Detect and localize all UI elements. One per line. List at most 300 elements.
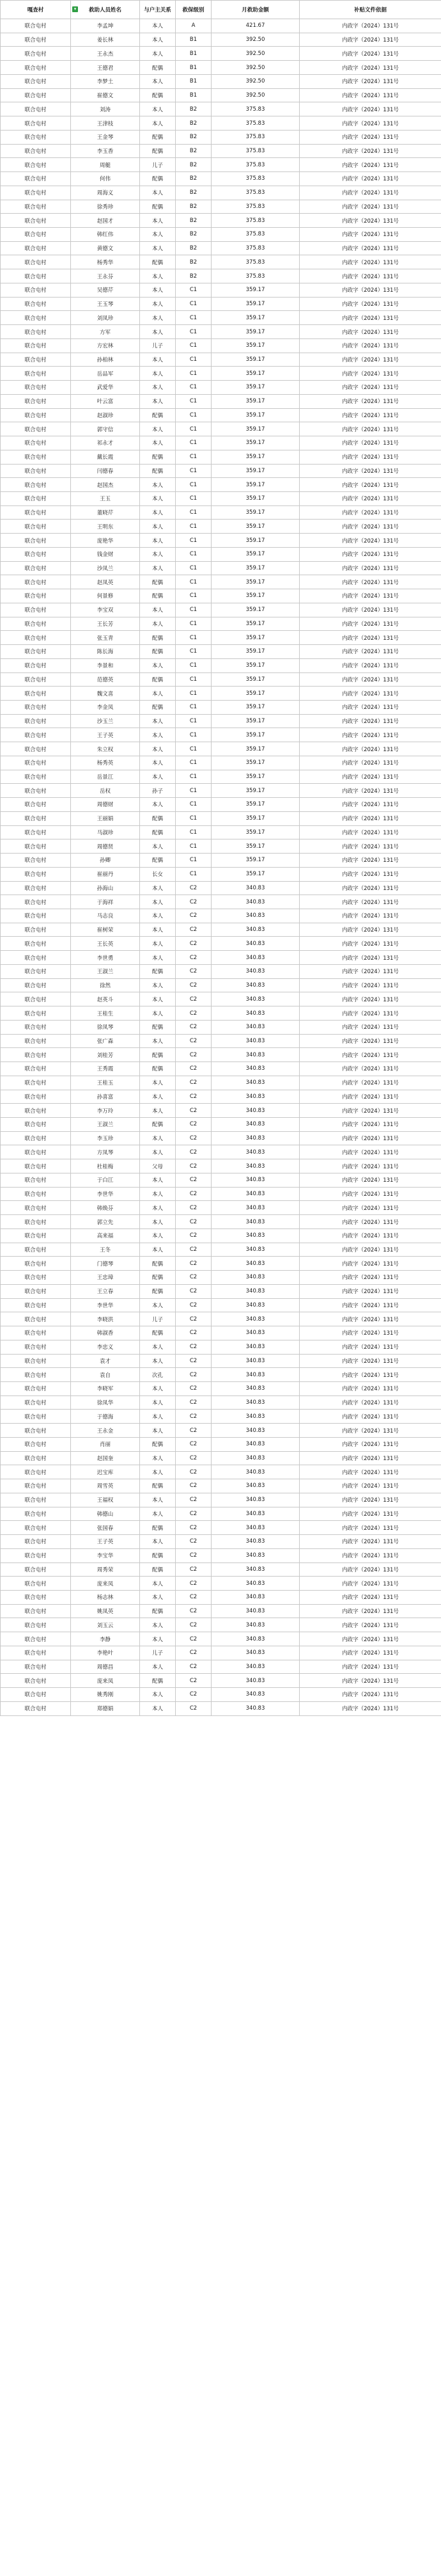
amount-cell[interactable]: 340.83 [212,1284,300,1298]
person-cell[interactable]: 叶云富 [71,394,140,408]
amount-cell[interactable]: 359.17 [212,547,300,561]
amount-cell[interactable]: 340.83 [212,978,300,992]
doc-cell[interactable]: 内政字（2024）131号 [300,1034,441,1048]
village-cell[interactable]: 联合屯村 [1,325,71,339]
village-cell[interactable]: 联合屯村 [1,1562,71,1577]
level-cell[interactable]: C1 [176,338,212,353]
level-cell[interactable]: B1 [176,47,212,61]
village-cell[interactable]: 联合屯村 [1,241,71,255]
person-cell[interactable]: 魏文喜 [71,687,140,701]
doc-cell[interactable]: 内政字（2024）131号 [300,1424,441,1438]
relation-cell[interactable]: 配偶 [140,1118,176,1132]
person-cell[interactable]: 李梦土 [71,74,140,88]
doc-cell[interactable]: 内政字（2024）131号 [300,1340,441,1354]
amount-cell[interactable]: 375.83 [212,186,300,200]
level-cell[interactable]: C2 [176,1006,212,1021]
amount-cell[interactable]: 340.83 [212,1618,300,1632]
relation-cell[interactable]: 本人 [140,728,176,742]
relation-cell[interactable]: 本人 [140,325,176,339]
doc-cell[interactable]: 内政字（2024）131号 [300,436,441,450]
village-cell[interactable]: 联合屯村 [1,923,71,937]
level-cell[interactable]: C1 [176,784,212,798]
village-cell[interactable]: 联合屯村 [1,1090,71,1104]
relation-cell[interactable]: 本人 [140,353,176,367]
level-cell[interactable]: C1 [176,700,212,714]
village-cell[interactable]: 联合屯村 [1,1632,71,1646]
doc-cell[interactable]: 内政字（2024）131号 [300,1604,441,1618]
person-cell[interactable]: 马淑珍 [71,825,140,839]
person-cell[interactable]: 肖丽 [71,1437,140,1451]
amount-cell[interactable]: 340.83 [212,1257,300,1271]
doc-cell[interactable]: 内政字（2024）131号 [300,909,441,923]
person-cell[interactable]: 王津枝 [71,116,140,131]
person-cell[interactable]: 周德昌 [71,1660,140,1674]
village-cell[interactable]: 联合屯村 [1,909,71,923]
village-cell[interactable]: 联合屯村 [1,1354,71,1368]
doc-cell[interactable]: 内政字（2024）131号 [300,381,441,395]
village-cell[interactable]: 联合屯村 [1,1187,71,1201]
doc-cell[interactable]: 内政字（2024）131号 [300,1173,441,1187]
village-cell[interactable]: 联合屯村 [1,1507,71,1521]
village-cell[interactable]: 联合屯村 [1,658,71,672]
doc-cell[interactable]: 内政字（2024）131号 [300,784,441,798]
level-cell[interactable]: C1 [176,770,212,784]
level-cell[interactable]: C1 [176,658,212,672]
person-cell[interactable]: 崔丽丹 [71,867,140,881]
doc-cell[interactable]: 内政字（2024）131号 [300,102,441,116]
doc-cell[interactable]: 内政字（2024）131号 [300,1395,441,1410]
doc-cell[interactable]: 内政字（2024）131号 [300,923,441,937]
doc-cell[interactable]: 内政字（2024）131号 [300,1590,441,1604]
level-cell[interactable]: C1 [176,464,212,478]
level-cell[interactable]: C1 [176,478,212,492]
amount-cell[interactable]: 340.83 [212,1437,300,1451]
amount-cell[interactable]: 340.83 [212,1271,300,1285]
amount-cell[interactable]: 340.83 [212,1159,300,1173]
doc-cell[interactable]: 内政字（2024）131号 [300,937,441,951]
doc-cell[interactable]: 内政字（2024）131号 [300,1577,441,1591]
relation-cell[interactable]: 本人 [140,186,176,200]
person-cell[interactable]: 王永金 [71,1424,140,1438]
level-cell[interactable]: C1 [176,534,212,548]
level-cell[interactable]: C1 [176,422,212,436]
village-cell[interactable]: 联合屯村 [1,214,71,228]
relation-cell[interactable]: 本人 [140,74,176,88]
relation-cell[interactable]: 本人 [140,1034,176,1048]
doc-cell[interactable]: 内政字（2024）131号 [300,214,441,228]
relation-cell[interactable]: 本人 [140,658,176,672]
amount-cell[interactable]: 340.83 [212,1660,300,1674]
amount-cell[interactable]: 340.83 [212,1381,300,1395]
amount-cell[interactable]: 340.83 [212,1215,300,1229]
relation-cell[interactable]: 配偶 [140,1284,176,1298]
village-cell[interactable]: 联合屯村 [1,520,71,534]
amount-cell[interactable]: 340.83 [212,1118,300,1132]
person-cell[interactable]: 刘桂芳 [71,1048,140,1062]
doc-cell[interactable]: 内政字（2024）131号 [300,478,441,492]
amount-cell[interactable]: 359.17 [212,854,300,868]
person-cell[interactable]: 李世勇 [71,951,140,965]
relation-cell[interactable]: 本人 [140,33,176,47]
person-cell[interactable]: 孙喜富 [71,1090,140,1104]
person-cell[interactable]: 周艇 [71,158,140,172]
amount-cell[interactable]: 340.83 [212,1034,300,1048]
level-cell[interactable]: B2 [176,158,212,172]
person-cell[interactable]: 赵国奎 [71,1451,140,1465]
doc-cell[interactable]: 内政字（2024）131号 [300,895,441,909]
level-cell[interactable]: B2 [176,228,212,242]
relation-cell[interactable]: 配偶 [140,130,176,144]
village-cell[interactable]: 联合屯村 [1,951,71,965]
village-cell[interactable]: 联合屯村 [1,394,71,408]
relation-cell[interactable]: 本人 [140,1688,176,1702]
level-cell[interactable]: B2 [176,172,212,186]
level-cell[interactable]: C1 [176,575,212,589]
village-cell[interactable]: 联合屯村 [1,1312,71,1326]
person-cell[interactable]: 韩德山 [71,1507,140,1521]
level-cell[interactable]: C1 [176,394,212,408]
amount-cell[interactable]: 359.17 [212,367,300,381]
person-cell[interactable]: 王淑兰 [71,964,140,978]
relation-cell[interactable]: 本人 [140,1660,176,1674]
level-cell[interactable]: C2 [176,1437,212,1451]
doc-cell[interactable]: 内政字（2024）131号 [300,798,441,812]
village-cell[interactable]: 联合屯村 [1,1451,71,1465]
amount-cell[interactable]: 359.17 [212,464,300,478]
person-cell[interactable]: 姚凤英 [71,1604,140,1618]
village-cell[interactable]: 联合屯村 [1,1131,71,1145]
village-cell[interactable]: 联合屯村 [1,547,71,561]
doc-cell[interactable]: 内政字（2024）131号 [300,1006,441,1021]
doc-cell[interactable]: 内政字（2024）131号 [300,422,441,436]
village-cell[interactable]: 联合屯村 [1,1646,71,1660]
village-cell[interactable]: 联合屯村 [1,854,71,868]
village-cell[interactable]: 联合屯村 [1,978,71,992]
village-cell[interactable]: 联合屯村 [1,937,71,951]
amount-cell[interactable]: 359.17 [212,575,300,589]
doc-cell[interactable]: 内政字（2024）131号 [300,1118,441,1132]
level-cell[interactable]: B2 [176,186,212,200]
doc-cell[interactable]: 内政字（2024）131号 [300,1410,441,1424]
doc-cell[interactable]: 内政字（2024）131号 [300,881,441,895]
village-cell[interactable]: 联合屯村 [1,770,71,784]
relation-cell[interactable]: 本人 [140,895,176,909]
relation-cell[interactable]: 本人 [140,1381,176,1395]
relation-cell[interactable]: 本人 [140,978,176,992]
doc-cell[interactable]: 内政字（2024）131号 [300,116,441,131]
doc-cell[interactable]: 内政字（2024）131号 [300,130,441,144]
relation-cell[interactable]: 配偶 [140,1674,176,1688]
person-cell[interactable]: 张玉青 [71,631,140,645]
doc-cell[interactable]: 内政字（2024）131号 [300,228,441,242]
person-cell[interactable]: 周雪英 [71,1479,140,1493]
amount-cell[interactable]: 392.50 [212,33,300,47]
relation-cell[interactable]: 配偶 [140,645,176,659]
level-cell[interactable]: C1 [176,756,212,770]
village-cell[interactable]: 联合屯村 [1,269,71,283]
doc-cell[interactable]: 内政字（2024）131号 [300,186,441,200]
filter-dropdown-icon[interactable]: ▾ [72,6,78,12]
amount-cell[interactable]: 392.50 [212,47,300,61]
amount-cell[interactable]: 340.83 [212,1646,300,1660]
amount-cell[interactable]: 340.83 [212,1395,300,1410]
village-cell[interactable]: 联合屯村 [1,1674,71,1688]
level-cell[interactable]: C2 [176,1688,212,1702]
person-cell[interactable]: 杜桂梅 [71,1159,140,1173]
doc-cell[interactable]: 内政字（2024）131号 [300,297,441,311]
level-cell[interactable]: C2 [176,1646,212,1660]
relation-cell[interactable]: 本人 [140,1145,176,1159]
amount-cell[interactable]: 340.83 [212,1493,300,1507]
person-cell[interactable]: 王秀霞 [71,1062,140,1076]
person-cell[interactable]: 崔德文 [71,88,140,102]
level-cell[interactable]: C2 [176,1257,212,1271]
doc-cell[interactable]: 内政字（2024）131号 [300,811,441,825]
amount-cell[interactable]: 340.83 [212,951,300,965]
amount-cell[interactable]: 340.83 [212,1326,300,1340]
person-cell[interactable]: 韩红伟 [71,228,140,242]
person-cell[interactable]: 周德财 [71,798,140,812]
amount-cell[interactable]: 359.17 [212,784,300,798]
person-cell[interactable]: 刘凤珍 [71,311,140,325]
amount-cell[interactable]: 359.17 [212,798,300,812]
amount-cell[interactable]: 340.83 [212,1577,300,1591]
level-cell[interactable]: C2 [176,1076,212,1090]
village-cell[interactable]: 联合屯村 [1,1368,71,1382]
amount-cell[interactable]: 340.83 [212,964,300,978]
amount-cell[interactable]: 359.17 [212,311,300,325]
person-cell[interactable]: 孙卿 [71,854,140,868]
village-cell[interactable]: 联合屯村 [1,1395,71,1410]
doc-cell[interactable]: 内政字（2024）131号 [300,964,441,978]
level-cell[interactable]: C2 [176,1395,212,1410]
level-cell[interactable]: C1 [176,325,212,339]
doc-cell[interactable]: 内政字（2024）131号 [300,1187,441,1201]
village-cell[interactable]: 联合屯村 [1,742,71,756]
amount-cell[interactable]: 359.17 [212,839,300,854]
person-cell[interactable]: 李孟坤 [71,19,140,33]
village-cell[interactable]: 联合屯村 [1,992,71,1006]
relation-cell[interactable]: 配偶 [140,825,176,839]
village-cell[interactable]: 联合屯村 [1,1535,71,1549]
person-cell[interactable]: 郭立先 [71,1215,140,1229]
relation-cell[interactable]: 本人 [140,881,176,895]
village-cell[interactable]: 联合屯村 [1,534,71,548]
level-cell[interactable]: C2 [176,895,212,909]
relation-cell[interactable]: 本人 [140,1173,176,1187]
relation-cell[interactable]: 本人 [140,228,176,242]
doc-cell[interactable]: 内政字（2024）131号 [300,561,441,575]
level-cell[interactable]: A [176,19,212,33]
person-cell[interactable]: 董晓芹 [71,505,140,520]
doc-cell[interactable]: 内政字（2024）131号 [300,1646,441,1660]
doc-cell[interactable]: 内政字（2024）131号 [300,408,441,422]
person-cell[interactable]: 王淑兰 [71,1118,140,1132]
village-cell[interactable]: 联合屯村 [1,33,71,47]
amount-cell[interactable]: 375.83 [212,200,300,214]
level-cell[interactable]: B2 [176,200,212,214]
village-cell[interactable]: 联合屯村 [1,1243,71,1257]
level-cell[interactable]: C2 [176,1618,212,1632]
doc-cell[interactable]: 内政字（2024）131号 [300,1228,441,1243]
village-cell[interactable]: 联合屯村 [1,575,71,589]
doc-cell[interactable]: 内政字（2024）131号 [300,1701,441,1715]
village-cell[interactable]: 联合屯村 [1,1215,71,1229]
relation-cell[interactable]: 本人 [140,47,176,61]
relation-cell[interactable]: 配偶 [140,811,176,825]
amount-cell[interactable]: 340.83 [212,1632,300,1646]
village-cell[interactable]: 联合屯村 [1,464,71,478]
person-cell[interactable]: 李玉珍 [71,1131,140,1145]
relation-cell[interactable]: 儿子 [140,1312,176,1326]
level-cell[interactable]: C2 [176,951,212,965]
village-cell[interactable]: 联合屯村 [1,1688,71,1702]
doc-cell[interactable]: 内政字（2024）131号 [300,255,441,269]
doc-cell[interactable]: 内政字（2024）131号 [300,728,441,742]
person-cell[interactable]: 武爱华 [71,381,140,395]
relation-cell[interactable]: 本人 [140,756,176,770]
level-cell[interactable]: C2 [176,1118,212,1132]
village-cell[interactable]: 联合屯村 [1,186,71,200]
level-cell[interactable]: C2 [176,1340,212,1354]
doc-cell[interactable]: 内政字（2024）131号 [300,700,441,714]
level-cell[interactable]: B2 [176,116,212,131]
relation-cell[interactable]: 本人 [140,520,176,534]
village-cell[interactable]: 联合屯村 [1,1173,71,1187]
person-cell[interactable]: 王子英 [71,728,140,742]
doc-cell[interactable]: 内政字（2024）131号 [300,1354,441,1368]
amount-cell[interactable]: 392.50 [212,61,300,75]
relation-cell[interactable]: 本人 [140,491,176,505]
amount-cell[interactable]: 340.83 [212,895,300,909]
amount-cell[interactable]: 340.83 [212,1354,300,1368]
level-cell[interactable]: C1 [176,297,212,311]
level-cell[interactable]: C2 [176,1104,212,1118]
level-cell[interactable]: C2 [176,1660,212,1674]
relation-cell[interactable]: 本人 [140,283,176,297]
doc-cell[interactable]: 内政字（2024）131号 [300,1020,441,1034]
relation-cell[interactable]: 配偶 [140,1521,176,1535]
level-cell[interactable]: C2 [176,1312,212,1326]
level-cell[interactable]: C2 [176,1493,212,1507]
level-cell[interactable]: C1 [176,505,212,520]
person-cell[interactable]: 孙柏林 [71,353,140,367]
amount-cell[interactable]: 340.83 [212,1006,300,1021]
relation-cell[interactable]: 配偶 [140,172,176,186]
village-cell[interactable]: 联合屯村 [1,603,71,617]
relation-cell[interactable]: 配偶 [140,1548,176,1562]
relation-cell[interactable]: 配偶 [140,575,176,589]
person-cell[interactable]: 王桂生 [71,1006,140,1021]
relation-cell[interactable]: 配偶 [140,1479,176,1493]
village-cell[interactable]: 联合屯村 [1,561,71,575]
amount-cell[interactable]: 340.83 [212,1535,300,1549]
doc-cell[interactable]: 内政字（2024）131号 [300,325,441,339]
level-cell[interactable]: C2 [176,1604,212,1618]
level-cell[interactable]: C2 [176,992,212,1006]
village-cell[interactable]: 联合屯村 [1,1326,71,1340]
amount-cell[interactable]: 340.83 [212,1688,300,1702]
person-cell[interactable]: 王玉 [71,491,140,505]
person-cell[interactable]: 戴长霞 [71,450,140,464]
doc-cell[interactable]: 内政字（2024）131号 [300,1562,441,1577]
level-cell[interactable]: C1 [176,617,212,631]
doc-cell[interactable]: 内政字（2024）131号 [300,1243,441,1257]
level-cell[interactable]: C2 [176,881,212,895]
person-cell[interactable]: 袁才 [71,1354,140,1368]
person-cell[interactable]: 范德英 [71,672,140,687]
relation-cell[interactable]: 本人 [140,617,176,631]
relation-cell[interactable]: 本人 [140,798,176,812]
doc-cell[interactable]: 内政字（2024）131号 [300,1284,441,1298]
level-cell[interactable]: C1 [176,381,212,395]
level-cell[interactable]: C2 [176,978,212,992]
person-cell[interactable]: 李晓军 [71,1381,140,1395]
person-cell[interactable]: 王长芳 [71,617,140,631]
doc-cell[interactable]: 内政字（2024）131号 [300,631,441,645]
relation-cell[interactable]: 孙子 [140,784,176,798]
level-cell[interactable]: C2 [176,1159,212,1173]
relation-cell[interactable]: 配偶 [140,672,176,687]
village-cell[interactable]: 联合屯村 [1,784,71,798]
village-cell[interactable]: 联合屯村 [1,1577,71,1591]
amount-cell[interactable]: 340.83 [212,1228,300,1243]
amount-cell[interactable]: 359.17 [212,338,300,353]
village-cell[interactable]: 联合屯村 [1,255,71,269]
relation-cell[interactable]: 本人 [140,534,176,548]
relation-cell[interactable]: 本人 [140,1618,176,1632]
amount-cell[interactable]: 340.83 [212,881,300,895]
relation-cell[interactable]: 本人 [140,1451,176,1465]
doc-cell[interactable]: 内政字（2024）131号 [300,756,441,770]
doc-cell[interactable]: 内政字（2024）131号 [300,450,441,464]
person-cell[interactable]: 高来福 [71,1228,140,1243]
doc-cell[interactable]: 内政字（2024）131号 [300,1521,441,1535]
relation-cell[interactable]: 配偶 [140,408,176,422]
relation-cell[interactable]: 本人 [140,1076,176,1090]
amount-cell[interactable]: 340.83 [212,992,300,1006]
relation-cell[interactable]: 配偶 [140,1062,176,1076]
doc-cell[interactable]: 内政字（2024）131号 [300,338,441,353]
amount-cell[interactable]: 340.83 [212,1076,300,1090]
level-cell[interactable]: C1 [176,589,212,603]
person-cell[interactable]: 郭守信 [71,422,140,436]
doc-cell[interactable]: 内政字（2024）131号 [300,353,441,367]
amount-cell[interactable]: 359.17 [212,422,300,436]
doc-cell[interactable]: 内政字（2024）131号 [300,770,441,784]
amount-cell[interactable]: 340.83 [212,1424,300,1438]
level-cell[interactable]: C1 [176,854,212,868]
relation-cell[interactable]: 配偶 [140,450,176,464]
person-cell[interactable]: 李宝华 [71,1548,140,1562]
relation-cell[interactable]: 儿子 [140,158,176,172]
relation-cell[interactable]: 配偶 [140,1271,176,1285]
village-cell[interactable]: 联合屯村 [1,311,71,325]
relation-cell[interactable]: 本人 [140,1215,176,1229]
relation-cell[interactable]: 本人 [140,214,176,228]
person-cell[interactable]: 赵英斗 [71,992,140,1006]
village-cell[interactable]: 联合屯村 [1,47,71,61]
amount-cell[interactable]: 359.17 [212,672,300,687]
relation-cell[interactable]: 本人 [140,1507,176,1521]
amount-cell[interactable]: 340.83 [212,1479,300,1493]
amount-cell[interactable]: 375.83 [212,214,300,228]
person-cell[interactable]: 马志良 [71,909,140,923]
level-cell[interactable]: B2 [176,130,212,144]
doc-cell[interactable]: 内政字（2024）131号 [300,1076,441,1090]
level-cell[interactable]: C2 [176,1577,212,1591]
village-cell[interactable]: 联合屯村 [1,422,71,436]
